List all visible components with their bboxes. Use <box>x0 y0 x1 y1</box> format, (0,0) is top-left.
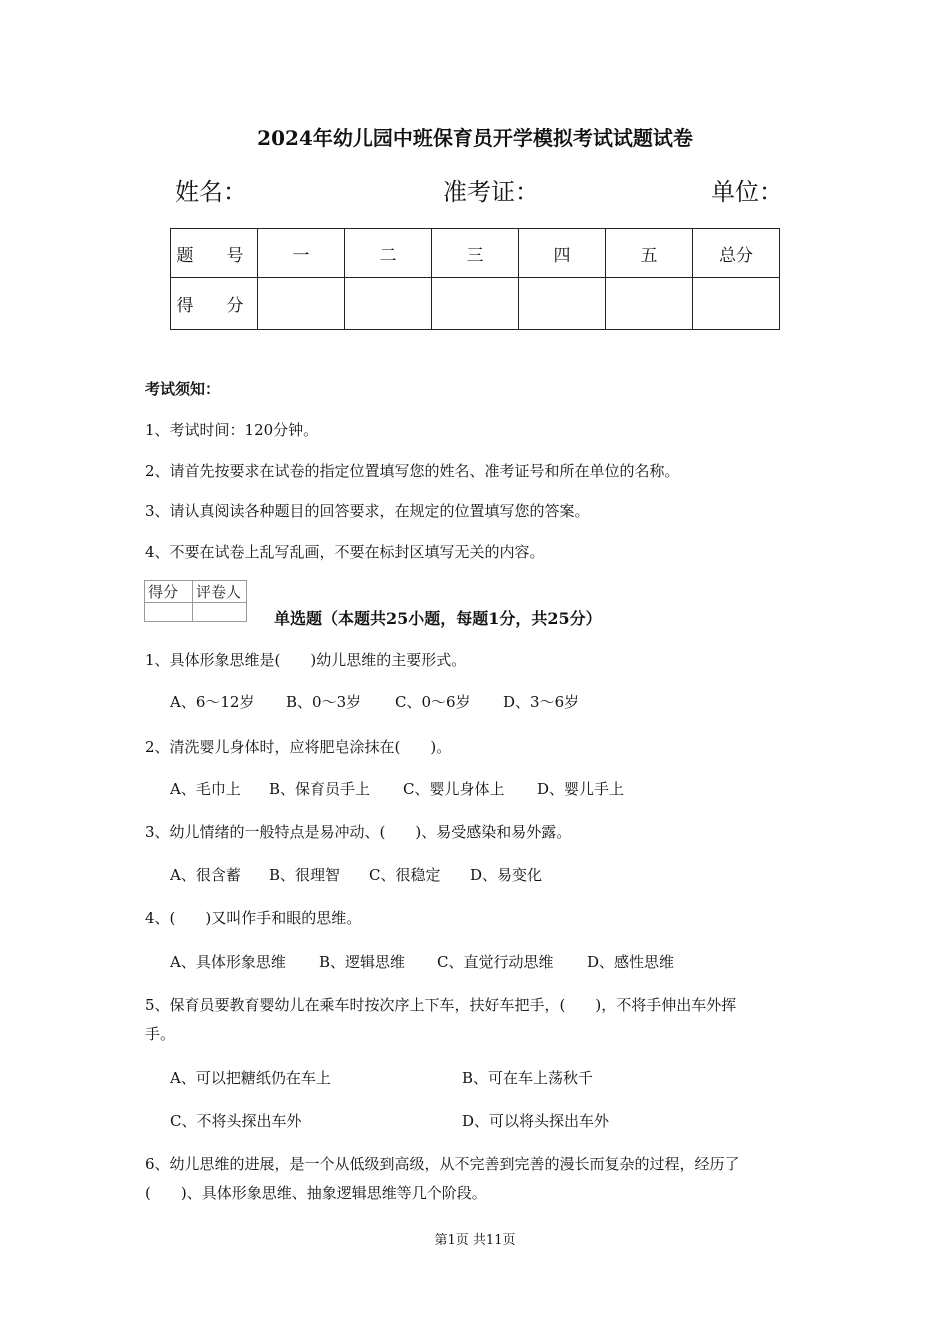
question-option: B、0～3岁 <box>286 693 362 711</box>
grader-box-grader-label: 评卷人 <box>193 581 247 603</box>
question-option: D、可以将头探出车外 <box>462 1112 610 1130</box>
notice-item: 1、考试时间：120分钟。 <box>145 421 319 439</box>
score-cell <box>258 278 345 330</box>
score-cell <box>606 278 693 330</box>
page-title: 2024年幼儿园中班保育员开学模拟考试试题试卷 <box>257 126 693 150</box>
question-option: D、婴儿手上 <box>537 780 625 798</box>
score-table-col-total: 总分 <box>693 229 780 278</box>
question-option: A、毛巾上 <box>170 780 241 798</box>
question-stem-continuation: 手。 <box>145 1025 176 1043</box>
notice-heading: 考试须知： <box>145 380 221 398</box>
question-option: A、很含蓄 <box>170 866 241 884</box>
name-field-label: 姓名： <box>175 178 247 206</box>
question-option: C、婴儿身体上 <box>403 780 505 798</box>
score-table-score-row <box>171 278 780 330</box>
question-stem: 4、( )又叫作手和眼的思维。 <box>145 909 362 927</box>
score-table-col-3: 三 <box>432 229 519 278</box>
question-stem: 5、保育员要教育婴幼儿在乘车时按次序上下车，扶好车把手，( )，不将手伸出车外挥 <box>145 996 737 1014</box>
exam-id-field-label: 准考证： <box>443 178 539 206</box>
question-option: C、0～6岁 <box>395 693 471 711</box>
question-option: C、不将头探出车外 <box>170 1112 302 1130</box>
question-option: A、具体形象思维 <box>170 953 286 971</box>
section-heading: 单选题（本题共25小题，每题1分，共25分） <box>274 609 602 628</box>
score-table-col-5: 五 <box>606 229 693 278</box>
score-table <box>170 228 780 330</box>
question-stem: 6、幼儿思维的进展，是一个从低级到高级，从不完善到完善的漫长而复杂的过程，经历了 <box>145 1155 740 1173</box>
score-table-header-row <box>171 229 780 278</box>
grader-box-score-label: 得分 <box>145 581 193 603</box>
question-option: D、感性思维 <box>587 953 675 971</box>
grader-box <box>144 580 247 622</box>
question-option: A、6～12岁 <box>170 693 255 711</box>
question-option: B、保育员手上 <box>269 780 371 798</box>
grader-box-cell <box>145 603 193 622</box>
score-table-score-label: 得 分 <box>171 278 258 330</box>
question-option: D、易变化 <box>470 866 543 884</box>
score-table-col-1: 一 <box>258 229 345 278</box>
question-stem: 2、清洗婴儿身体时，应将肥皂涂抹在( )。 <box>145 738 452 756</box>
question-option: B、逻辑思维 <box>319 953 406 971</box>
notice-item: 2、请首先按要求在试卷的指定位置填写您的姓名、准考证号和所在单位的名称。 <box>145 462 680 480</box>
notice-item: 4、不要在试卷上乱写乱画，不要在标封区填写无关的内容。 <box>145 543 545 561</box>
score-cell <box>519 278 606 330</box>
score-table-header-label: 题 号 <box>171 229 258 278</box>
score-cell <box>345 278 432 330</box>
question-option: B、很理智 <box>269 866 341 884</box>
grader-box-cell <box>193 603 247 622</box>
question-option: B、可在车上荡秋千 <box>462 1069 594 1087</box>
page-footer: 第1页 共11页 <box>434 1233 516 1248</box>
score-cell <box>693 278 780 330</box>
question-option: C、直觉行动思维 <box>437 953 554 971</box>
score-cell <box>432 278 519 330</box>
question-option: A、可以把糖纸仍在车上 <box>170 1069 331 1087</box>
score-table-col-2: 二 <box>345 229 432 278</box>
question-stem: 1、具体形象思维是( )幼儿思维的主要形式。 <box>145 651 467 669</box>
score-table-col-4: 四 <box>519 229 606 278</box>
notice-item: 3、请认真阅读各种题目的回答要求，在规定的位置填写您的答案。 <box>145 502 590 520</box>
question-option: C、很稳定 <box>369 866 441 884</box>
unit-field-label: 单位： <box>711 178 783 206</box>
question-option: D、3～6岁 <box>503 693 580 711</box>
question-stem: 3、幼儿情绪的一般特点是易冲动、( )、易受感染和易外露。 <box>145 823 572 841</box>
question-stem-continuation: ( )、具体形象思维、抽象逻辑思维等几个阶段。 <box>145 1184 487 1202</box>
